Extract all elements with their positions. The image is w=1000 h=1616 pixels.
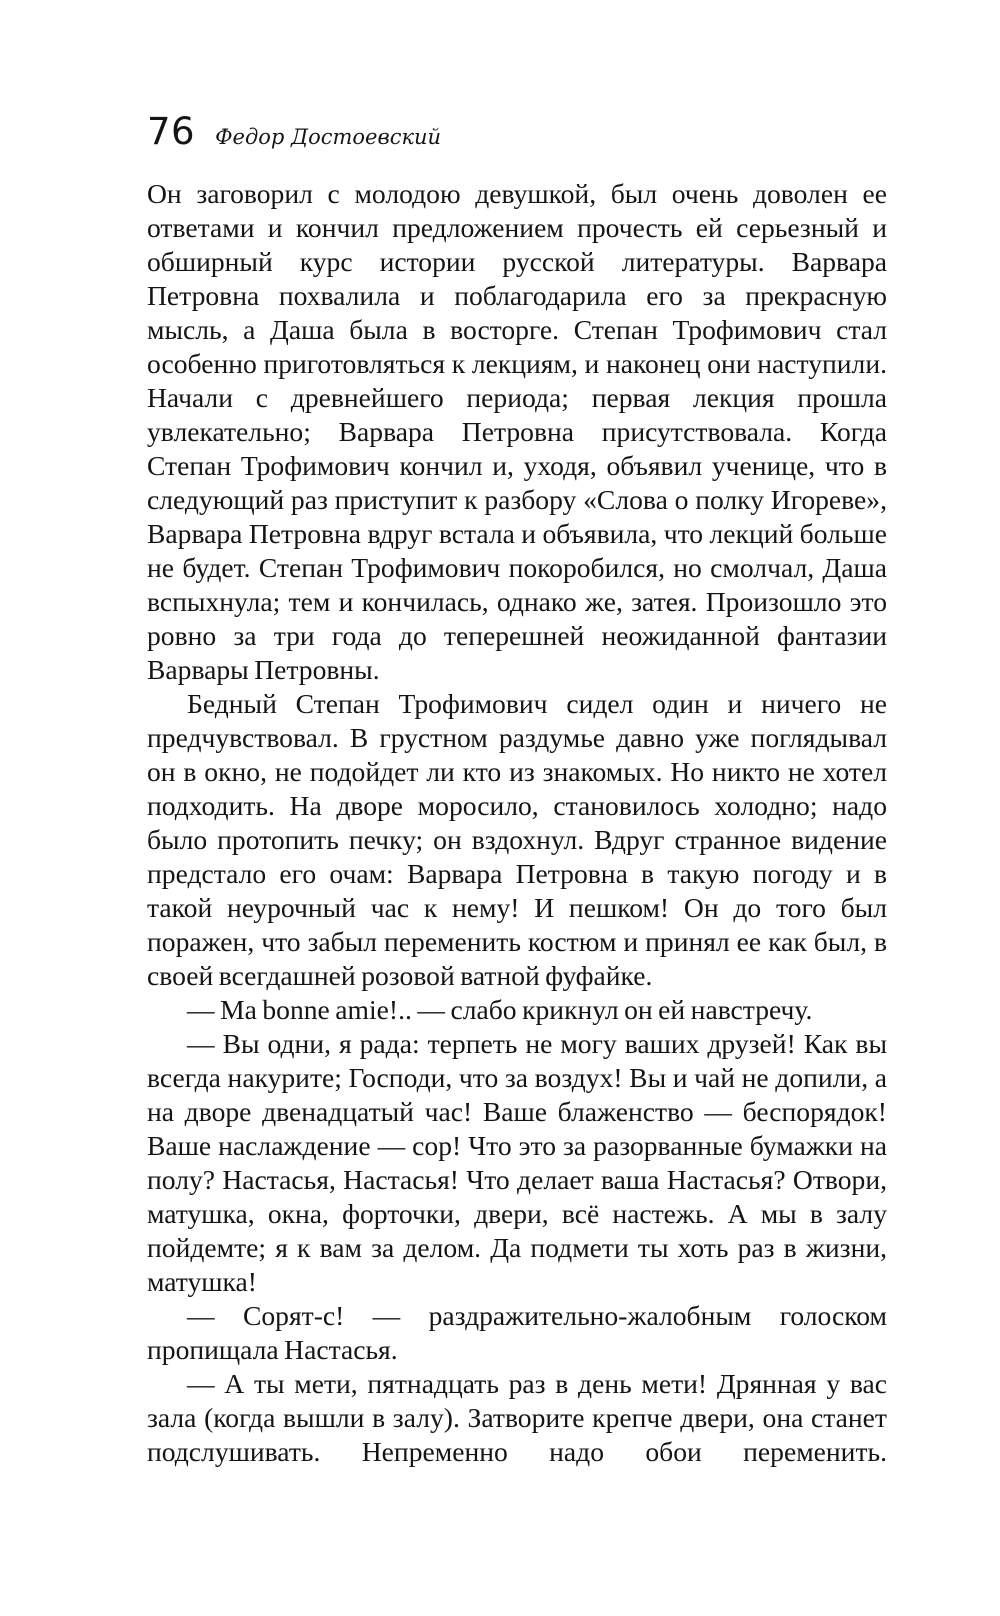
author-name: Федор Достоевский <box>215 125 442 149</box>
dialogue-line: — Ma bonne amie!.. — слабо крикнул он ей навстречу. <box>187 994 813 1025</box>
page-number: 76 <box>147 110 196 153</box>
paragraph: Бедный Степан Трофимович сидел один и ничего не предчувствовал. В грустном раздумье давно уже поглядывал он в окно, не подойдет ли кто из знакомых. Но никто не хотел подходить. На дворе моросило, становилось холодно; надо было протопить печку; он вздохнул. Вдруг странное видение предстало его очам: Варвара Петровна в такую погоду и в такой неурочный час к нему! И пешком! Он до того был поражен, что забыл переменить костюм и принял ее как был, в своей всегдашней розовой ватной фуфайке. <box>147 688 887 991</box>
dialogue-line: — А ты мети, пятнадцать раз в день мети! Дрянная у вас зала (когда вышли в залу). Затворите крепче двери, она станет подслушивать. Непременно надо обои переменить. <box>147 1368 887 1467</box>
paragraph: Он заговорил с молодою девушкой, был очень доволен ее ответами и кончил предложением прочесть ей серьезный и обширный курс истории русской литературы. Варвара Петровна похвалила и поблагодарила его за прекрасную мысль, а Даша была в восторге. Степан Трофимович стал особенно приготовляться к лекциям, и наконец они наступили. Начали с древнейшего периода; первая лекция прошла увлекательно; Варвара Петровна присутствовала. Когда Степан Трофимович кончил и, уходя, объявил ученице, что в следующий раз приступит к разбору «Слова о полку Игореве», Варвара Петровна вдруг встала и объявила, что лекций больше не будет. Степан Трофимович покоробился, но смолчал, Даша вспыхнула; тем и кончилась, однако же, затея. Произошло это ровно за три года до теперешней неожиданной фантазии Варвары Петровны. <box>147 178 887 685</box>
running-head <box>147 112 441 164</box>
text-body <box>147 177 887 1469</box>
dialogue-line: — Сорят-с! — раздражительно-жалобным голоском пропищала Настасья. <box>147 1300 887 1365</box>
dialogue-line: — Вы одни, я рада: терпеть не могу ваших друзей! Как вы всегда накурите; Господи, что за воздух! Вы и чай не допили, а на дворе двенадцатый час! Ваше блаженство — беспорядок! Ваше наслаждение — сор! Что это за разорванные бумажки на полу? Настасья, Настасья! Что делает ваша Настасья? Отвори, матушка, окна, форточки, двери, всё настежь. А мы в залу пойдемте; я к вам за делом. Да подмети ты хоть раз в жизни, матушка! <box>147 1028 887 1297</box>
